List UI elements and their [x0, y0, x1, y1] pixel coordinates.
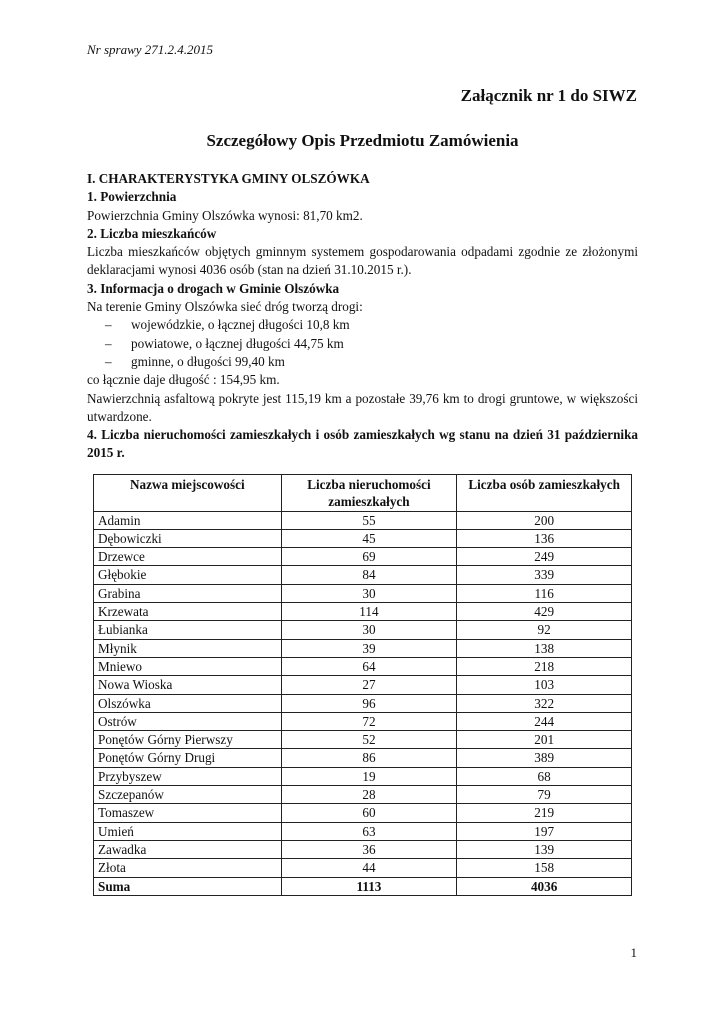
cell-properties: 36: [281, 840, 457, 858]
cell-locality: Dębowiczki: [94, 529, 282, 547]
cell-locality: Suma: [94, 877, 282, 895]
cell-locality: Adamin: [94, 511, 282, 529]
cell-locality: Złota: [94, 859, 282, 877]
roads-intro: Na terenie Gminy Olszówka sieć dróg tworzą drogi:: [87, 299, 363, 315]
column-header-residents: Liczba osób zamieszkałych: [457, 475, 632, 512]
cell-residents: 322: [457, 694, 632, 712]
properties-heading: 4. Liczba nieruchomości zamieszkałych i osób zamieszkałych wg stanu na dzień 31 października 2015 r.: [87, 427, 638, 461]
table-row: [94, 584, 632, 602]
area-heading: 1. Powierzchnia: [87, 189, 177, 205]
cell-properties: 39: [281, 639, 457, 657]
cell-residents: 68: [457, 767, 632, 785]
cell-locality: Głębokie: [94, 566, 282, 584]
cell-residents: 219: [457, 804, 632, 822]
table-row: [94, 731, 632, 749]
table-row: [94, 676, 632, 694]
cell-residents: 429: [457, 603, 632, 621]
cell-properties: 19: [281, 767, 457, 785]
table-sum-row: [94, 877, 632, 895]
case-number: Nr sprawy 271.2.4.2015: [87, 42, 214, 57]
table-row: [94, 767, 632, 785]
table-row: [94, 804, 632, 822]
table-row: [94, 566, 632, 584]
list-item: – wojewódzkie, o łącznej długości 10,8 km: [87, 316, 638, 334]
table-row: [94, 859, 632, 877]
annex-title: Załącznik nr 1 do SIWZ: [460, 86, 637, 105]
cell-properties: 28: [281, 786, 457, 804]
table-row: [94, 786, 632, 804]
cell-properties: 64: [281, 657, 457, 675]
cell-locality: Przybyszew: [94, 767, 282, 785]
cell-properties: 27: [281, 676, 457, 694]
cell-residents: 389: [457, 749, 632, 767]
cell-locality: Olszówka: [94, 694, 282, 712]
list-item: – gminne, o długości 99,40 km: [87, 353, 638, 371]
roads-surface: Nawierzchnią asfaltową pokryte jest 115,19 km a pozostałe 39,76 km to drogi gruntowe, w większości utwardzone.: [87, 390, 638, 424]
area-text: Powierzchnia Gminy Olszówka wynosi: 81,70 km2.: [87, 207, 363, 223]
roads-heading: 3. Informacja o drogach w Gminie Olszówka: [87, 280, 340, 296]
document-body: [87, 170, 638, 463]
roads-total: co łącznie daje długość : 154,95 km.: [87, 372, 280, 388]
cell-locality: Umień: [94, 822, 282, 840]
properties-table: [93, 474, 632, 896]
cell-locality: Szczepanów: [94, 786, 282, 804]
cell-locality: Ostrów: [94, 712, 282, 730]
cell-properties: 55: [281, 511, 457, 529]
table-row: [94, 548, 632, 566]
cell-properties: 96: [281, 694, 457, 712]
cell-residents: 200: [457, 511, 632, 529]
table-row: [94, 749, 632, 767]
table-row: [94, 712, 632, 730]
cell-residents: 218: [457, 657, 632, 675]
cell-properties: 69: [281, 548, 457, 566]
table-body: [94, 511, 632, 895]
cell-locality: Mniewo: [94, 657, 282, 675]
cell-residents: 92: [457, 621, 632, 639]
cell-locality: Drzewce: [94, 548, 282, 566]
cell-properties: 72: [281, 712, 457, 730]
cell-residents: 244: [457, 712, 632, 730]
cell-properties: 63: [281, 822, 457, 840]
page-number: 1: [630, 945, 637, 960]
residents-text: Liczba mieszkańców objętych gminnym systemem gospodarowania odpadami zgodnie ze złożonymi deklaracjami wynosi 4036 osób (stan na dzień 31.10.2015 r.).: [87, 244, 638, 278]
cell-locality: Łubianka: [94, 621, 282, 639]
cell-residents: 116: [457, 584, 632, 602]
table-row: [94, 822, 632, 840]
cell-properties: 60: [281, 804, 457, 822]
cell-residents: 339: [457, 566, 632, 584]
residents-heading: 2. Liczba mieszkańców: [87, 225, 217, 241]
cell-residents: 79: [457, 786, 632, 804]
cell-locality: Tomaszew: [94, 804, 282, 822]
cell-locality: Młynik: [94, 639, 282, 657]
table-row: [94, 840, 632, 858]
cell-properties: 45: [281, 529, 457, 547]
roads-list: [87, 316, 638, 371]
cell-residents: 138: [457, 639, 632, 657]
cell-locality: Zawadka: [94, 840, 282, 858]
cell-residents: 158: [457, 859, 632, 877]
column-header-locality: Nazwa miejscowości: [94, 475, 282, 512]
cell-locality: Ponętów Górny Pierwszy: [94, 731, 282, 749]
table-row: [94, 657, 632, 675]
cell-properties: 86: [281, 749, 457, 767]
cell-properties: 30: [281, 584, 457, 602]
table-row: [94, 639, 632, 657]
document-title: Szczegółowy Opis Przedmiotu Zamówienia: [206, 131, 519, 150]
cell-residents: 4036: [457, 877, 632, 895]
cell-residents: 249: [457, 548, 632, 566]
cell-locality: Krzewata: [94, 603, 282, 621]
table-header-row: [94, 475, 632, 512]
cell-properties: 30: [281, 621, 457, 639]
table-row: [94, 603, 632, 621]
table-row: [94, 529, 632, 547]
cell-properties: 44: [281, 859, 457, 877]
cell-residents: 139: [457, 840, 632, 858]
cell-locality: Ponętów Górny Drugi: [94, 749, 282, 767]
cell-locality: Grabina: [94, 584, 282, 602]
cell-residents: 136: [457, 529, 632, 547]
cell-residents: 201: [457, 731, 632, 749]
table-row: [94, 511, 632, 529]
cell-properties: 1113: [281, 877, 457, 895]
list-item: – powiatowe, o łącznej długości 44,75 km: [87, 335, 638, 353]
cell-residents: 197: [457, 822, 632, 840]
column-header-properties: Liczba nieruchomości zamieszkałych: [281, 475, 457, 512]
cell-locality: Nowa Wioska: [94, 676, 282, 694]
table-row: [94, 621, 632, 639]
cell-residents: 103: [457, 676, 632, 694]
cell-properties: 114: [281, 603, 457, 621]
section-heading: I. CHARAKTERYSTYKA GMINY OLSZÓWKA: [87, 171, 370, 186]
cell-properties: 52: [281, 731, 457, 749]
cell-properties: 84: [281, 566, 457, 584]
table-row: [94, 694, 632, 712]
